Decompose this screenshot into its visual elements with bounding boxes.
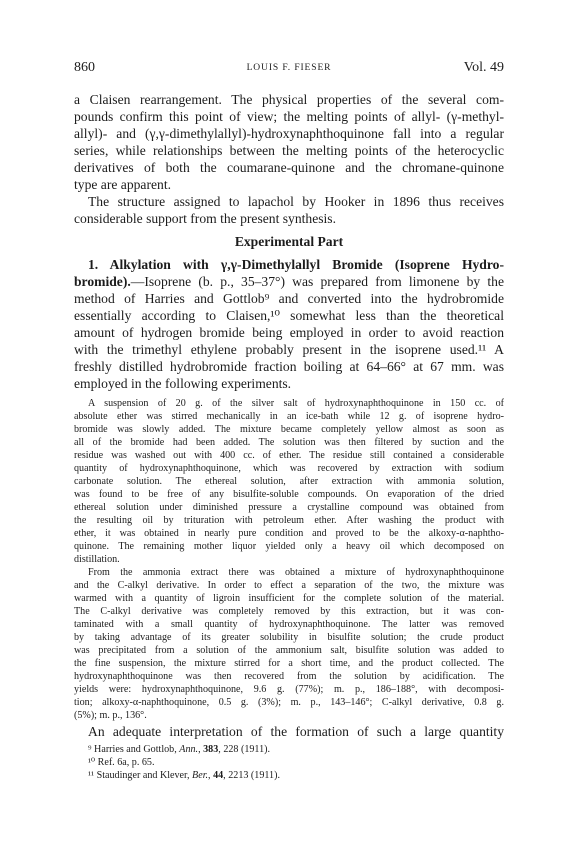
- separation-line: taminated with a small quantity of hydroxynaphthoquinone. The latter was removed: [74, 619, 504, 630]
- experiment-line: distillation.: [74, 554, 120, 565]
- experiment-line: bromide was slowly added. The mixture became completely yellow almost as soon as: [74, 424, 504, 435]
- subsection-heading: [88, 257, 504, 274]
- journal-volume: 383: [203, 744, 219, 755]
- subsection-text: —Isoprene (b. p., 35–37°) was prepared from limonene by the: [130, 274, 504, 289]
- experiment-line: quinone. The remaining mother liquor yielded only a heavy oil which decomposed on: [74, 541, 504, 552]
- subsection-line: with the trimethyl ethylene probably present in the isoprene used.¹¹ A: [74, 342, 504, 357]
- intro-line: allyl)- and (γ,γ-dimethylallyl)-hydroxynaphthoquinone fall into a regular: [74, 126, 504, 141]
- subsection-line: amount of hydrogen bromide being employed in order to avoid reaction: [74, 325, 504, 340]
- intro-line: pounds confirm this point of view; the melting points of allyl- (γ-methyl-: [74, 109, 504, 124]
- closing-line: An adequate interpretation of the formation of such a large quantity: [88, 724, 504, 739]
- structure-line: considerable support from the present synthesis.: [74, 211, 336, 226]
- separation-line: was precipitated from a solution of the ammonium salt, bisulfite solution was added to: [74, 645, 504, 656]
- volume-label: Vol. 49: [463, 60, 504, 75]
- intro-line: series, while relationships between the melting points of the heterocyclic: [74, 143, 504, 158]
- separation-line: by taking advantage of its greater solubility in bisulfite solution; the crude product: [74, 632, 504, 643]
- experiment-line: carbonate solution. The ethereal solution, after extraction with ammonia solution,: [74, 476, 504, 487]
- separation-line: the fine suspension, the mixture stirred for a short time, and the product collected. The: [74, 658, 504, 669]
- subsection-line: method of Harries and Gottlob⁹ and converted into the hydrobromide: [74, 291, 504, 306]
- subsection-title-end: bromide).: [74, 274, 131, 289]
- separation-line: warmed with a quantity of ligroin insufficient for the complete solution of the material.: [74, 593, 504, 604]
- footnote: ¹¹ Staudinger and Klever, Ber., 44, 2213 (1911).: [88, 770, 280, 781]
- structure-line: The structure assigned to lapachol by Hooker in 1896 thus receives: [88, 194, 504, 209]
- experiment-line: ethereal solution under diminished pressure a crystalline compound was obtained from: [74, 502, 504, 513]
- footnote: ⁹ Harries and Gottlob, Ann., 383, 228 (1911).: [88, 744, 271, 755]
- separation-line: and the C-alkyl derivative. In order to effect a separation of the two, the mixture was: [74, 580, 504, 591]
- journal-name: Ann.: [179, 744, 199, 755]
- separation-line: From the ammonia extract there was obtained a mixture of hydroxynaphthoquinone: [88, 567, 504, 578]
- journal-volume: 44: [213, 770, 224, 781]
- separation-line: tion; alkoxy-α-naphthoquinone, 0.5 g. (3%); m. p., 143–146°; C-alkyl derivative, 0.8 g.: [74, 697, 504, 708]
- separation-line: The C-alkyl derivative was completely removed by this extraction, but it was con-: [74, 606, 504, 617]
- subsection-line: essentially according to Claisen,¹⁰ somewhat less than the theoretical: [74, 308, 504, 323]
- subsection-title: Alkylation with γ,γ-Dimethylallyl Bromide (Isoprene Hydro-: [109, 257, 504, 272]
- running-header: [74, 60, 504, 78]
- subsection-number: 1.: [88, 257, 99, 272]
- separation-line: hydroxynaphthoquinone was then recovered from the solution by acidification. The: [74, 671, 504, 682]
- footnote: ¹⁰ Ref. 6a, p. 65.: [88, 757, 155, 768]
- intro-line: type are apparent.: [74, 177, 171, 192]
- footnote-mark: ¹¹: [88, 770, 95, 781]
- section-title: Experimental Part: [234, 234, 344, 249]
- subsection-line: employed in the following experiments.: [74, 376, 292, 391]
- experiment-line: was found to be free of any bisulfite-soluble compounds. On evaporation of the dried: [74, 489, 504, 500]
- experiment-line: absolute ether was stirred mechanically in an ice-bath while 12 g. of isoprene hydro-: [74, 411, 504, 422]
- intro-line: a Claisen rearrangement. The physical properties of the several com-: [74, 92, 504, 107]
- footnote-mark: ⁹: [88, 744, 92, 755]
- separation-line: (5%); m. p., 136°.: [74, 710, 147, 721]
- subsection-line: [74, 274, 504, 291]
- experiment-line: all of the bromide had been added. The solution was then filtered by suction and the: [74, 437, 504, 448]
- experiment-line: A suspension of 20 g. of the silver salt of hydroxynaphthoquinone in 150 cc. of: [88, 398, 504, 409]
- experiment-line: the resulting oil by trituration with petroleum ether. After washing the product with: [74, 515, 504, 526]
- page-number: 860: [74, 60, 95, 75]
- experiment-line: ether, it was obtained in nearly pure condition and proved to be the alkoxy-α-naphtho-: [74, 528, 504, 539]
- footnote-mark: ¹⁰: [88, 757, 96, 768]
- subsection-line: freshly distilled hydrobromide fraction boiling at 64–66° at 67 mm. was: [74, 359, 504, 374]
- experiment-line: residue was washed out with 400 cc. of ether. The residue still contained a considerable: [74, 450, 504, 461]
- journal-name: Ber.: [192, 770, 209, 781]
- intro-line: derivatives of both the coumarane-quinone and the chromane-quinone: [74, 160, 504, 175]
- separation-line: yields were: hydroxynaphthoquinone, 9.6 g. (77%); m. p., 186–188°, with decomposi-: [74, 684, 504, 695]
- experiment-line: quantity of hydroxynaphthoquinone, which was recovered by extraction with sodium: [74, 463, 504, 474]
- running-author: LOUIS F. FIESER: [246, 63, 332, 73]
